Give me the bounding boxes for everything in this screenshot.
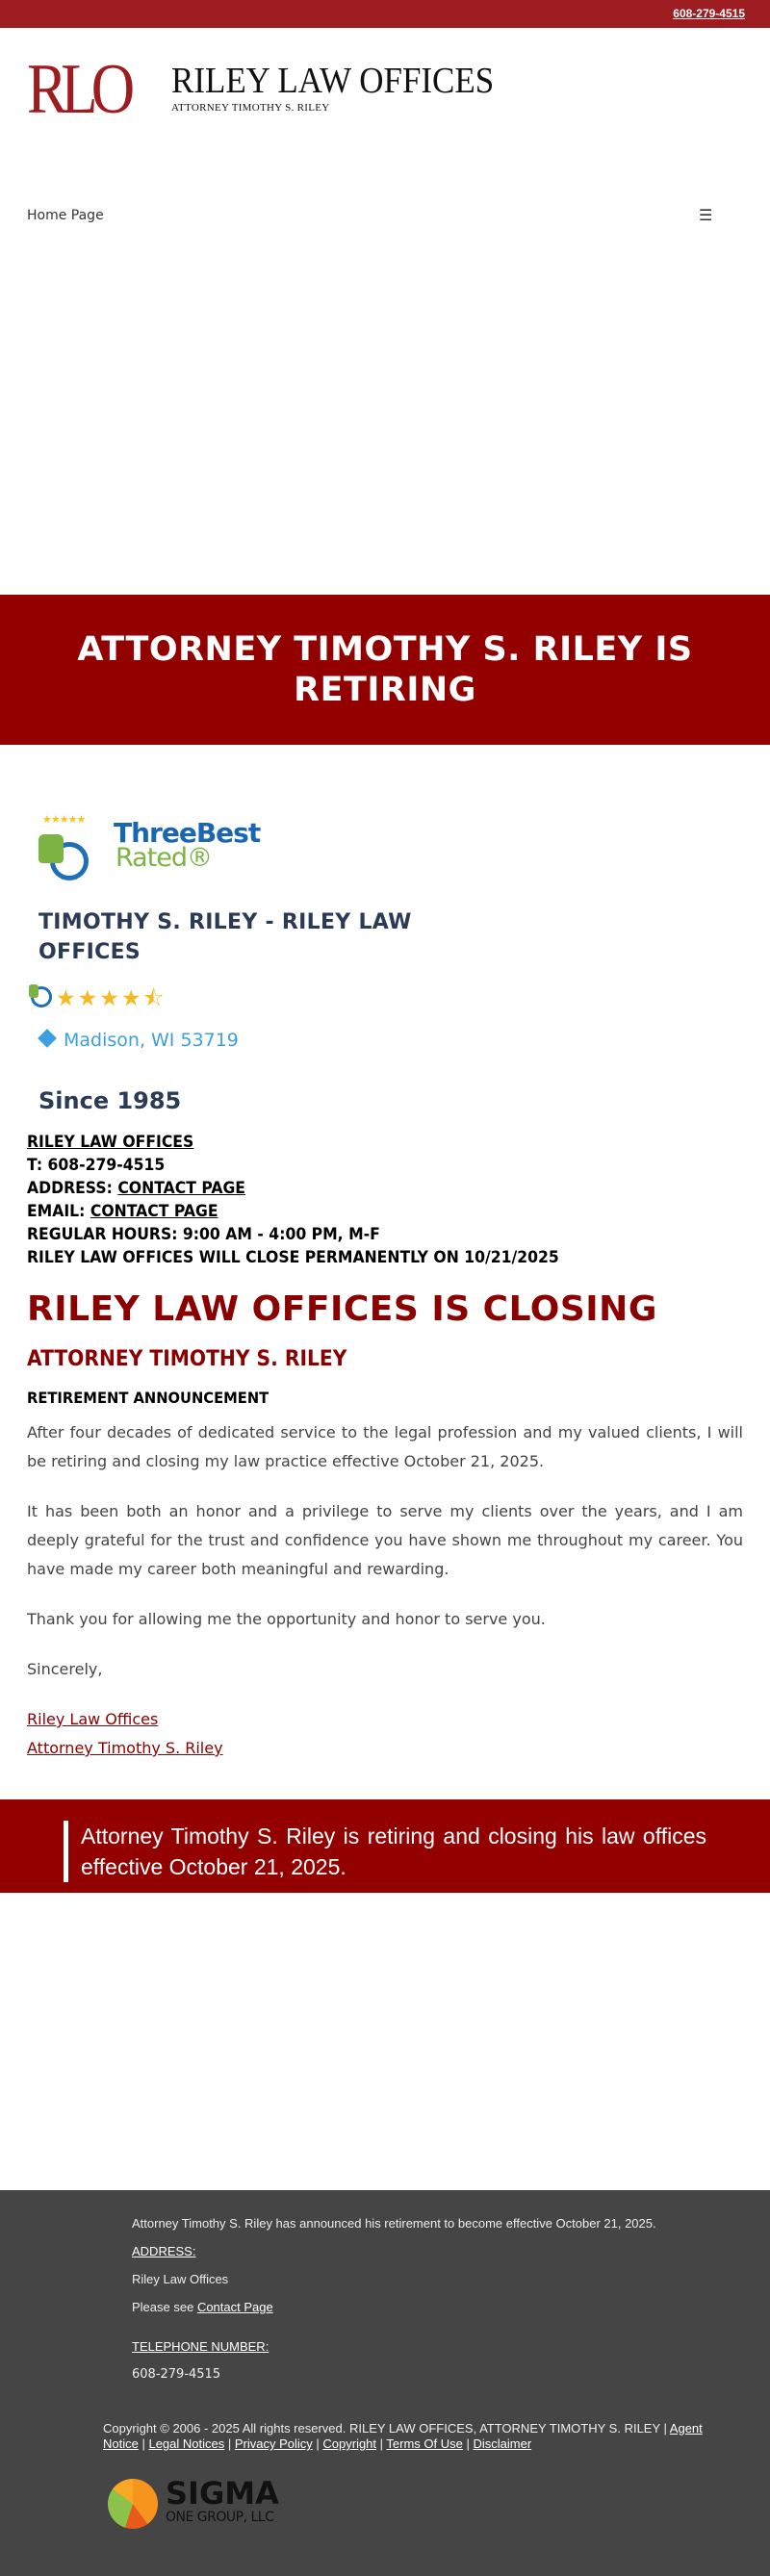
main-nav	[0, 202, 770, 231]
rating-stars-icon: ★★★★⯪	[56, 986, 167, 1011]
office-hours: REGULAR HOURS: 9:00 AM - 4:00 PM, M-F	[27, 1225, 380, 1244]
nav-home-link[interactable]: Home Page	[27, 208, 104, 223]
letter-closing: Sincerely,	[27, 1660, 103, 1678]
hero-title: ATTORNEY TIMOTHY S. RILEY IS RETIRING	[77, 630, 693, 709]
directions-icon	[38, 1029, 57, 1048]
threebest-logo	[38, 813, 270, 885]
office-info	[27, 1131, 559, 1269]
address-contact-link[interactable]: CONTACT PAGE	[117, 1179, 245, 1198]
site-logo[interactable]	[27, 50, 547, 129]
hamburger-menu-icon[interactable]: ☰	[699, 206, 713, 224]
separator: |	[462, 2436, 474, 2451]
privacy-policy-link[interactable]: Privacy Policy	[234, 2436, 313, 2451]
footer-contact	[132, 2209, 656, 2388]
badge-business-name: TIMOTHY S. RILEY - RILEY LAW OFFICES	[38, 910, 412, 964]
thumbs-up-icon	[38, 834, 64, 863]
closing-notice: RILEY LAW OFFICES WILL CLOSE PERMANENTLY ON 10/21/2025	[27, 1248, 559, 1267]
email-contact-link[interactable]: CONTACT PAGE	[90, 1202, 218, 1221]
separator: |	[138, 2436, 149, 2451]
signature-attorney-link[interactable]: Attorney Timothy S. Riley	[27, 1739, 223, 1757]
retirement-quote: Attorney Timothy S. Riley is retiring and closing his law offices effective October 21, 2025.	[64, 1821, 706, 1882]
footer-address-name: Riley Law Offices	[132, 2272, 229, 2286]
terms-of-use-link[interactable]: Terms Of Use	[386, 2436, 463, 2451]
separator: |	[224, 2436, 235, 2451]
disclaimer-link[interactable]: Disclaimer	[473, 2436, 532, 2451]
copyright-link[interactable]: Copyright	[322, 2436, 377, 2451]
location-text: Madison, WI 53719	[64, 1030, 239, 1051]
logo-subtitle: ATTORNEY TIMOTHY S. RILEY	[171, 102, 330, 114]
logo-title: RILEY LAW OFFICES	[171, 61, 495, 101]
footer-notice: Attorney Timothy S. Riley has announced his retirement to become effective October 21, 2025.	[132, 2216, 656, 2231]
footer-phone-label[interactable]: TELEPHONE NUMBER:	[132, 2339, 270, 2354]
signature-firm-link[interactable]: Riley Law Offices	[27, 1710, 159, 1728]
threebest-rated-badge[interactable]	[38, 813, 412, 1114]
badge-since: Since 1985	[38, 1087, 182, 1114]
footer	[0, 2190, 770, 2576]
quote-banner	[0, 1799, 770, 1893]
badge-location[interactable]	[38, 1030, 239, 1051]
retirement-label: RETIREMENT ANNOUNCEMENT	[27, 1389, 270, 1407]
sigma-globe-icon	[108, 2479, 158, 2529]
letter-paragraph: After four decades of dedicated service to the legal profession and my valued clients, I will be retiring and closing my law practice effective October 21, 2025.	[27, 1423, 743, 1470]
sigma-subtitle: ONE GROUP, LLC	[166, 2510, 274, 2525]
separator: |	[376, 2436, 387, 2451]
address-label: ADDRESS:	[27, 1179, 118, 1198]
top-bar	[0, 0, 770, 28]
hero-banner	[0, 595, 770, 745]
footer-address-label[interactable]: ADDRESS:	[132, 2244, 196, 2258]
separator: |	[312, 2436, 323, 2451]
logo-mark: RLO	[27, 50, 129, 129]
brand-line-2: Rated®	[116, 843, 213, 873]
footer-address-prefix: Please see	[132, 2300, 197, 2314]
footer-copyright	[103, 2421, 719, 2452]
sigma-one-group-logo[interactable]	[106, 2475, 298, 2533]
footer-contact-link[interactable]: Contact Page	[196, 2300, 273, 2314]
legal-notices-link[interactable]: Legal Notices	[148, 2436, 225, 2451]
footer-phone: 608-279-4515	[132, 2367, 221, 2382]
stars-icon: ★★★★★	[42, 813, 86, 826]
brand-line-1: ThreeBest	[114, 817, 261, 849]
office-name-link[interactable]: RILEY LAW OFFICES	[27, 1133, 194, 1152]
office-phone: T: 608-279-4515	[27, 1156, 166, 1175]
agent-notice-link[interactable]: Agent Notice	[103, 2421, 703, 2451]
attorney-subheading: ATTORNEY TIMOTHY S. RILEY	[27, 1347, 347, 1371]
letter-paragraph: Thank you for allowing me the opportunity and honor to serve you.	[27, 1610, 546, 1628]
mini-thumbs-up-icon	[29, 984, 38, 998]
email-label: EMAIL:	[27, 1202, 90, 1221]
letter-paragraph: It has been both an honor and a privilege to serve my clients over the years, and I am deeply grateful for the trust and confidence you have shown me throughout my career. You have made my career both meaningful and rewarding.	[27, 1502, 743, 1578]
sigma-title: SIGMA	[166, 2475, 279, 2512]
phone-link[interactable]: 608-279-4515	[673, 7, 745, 20]
closing-heading: RILEY LAW OFFICES IS CLOSING	[27, 1289, 657, 1329]
copyright-text: Copyright © 2006 - 2025 All rights reserved. RILEY LAW OFFICES, ATTORNEY TIMOTHY S. RILEY |	[103, 2421, 670, 2436]
retirement-letter	[27, 1418, 743, 1763]
